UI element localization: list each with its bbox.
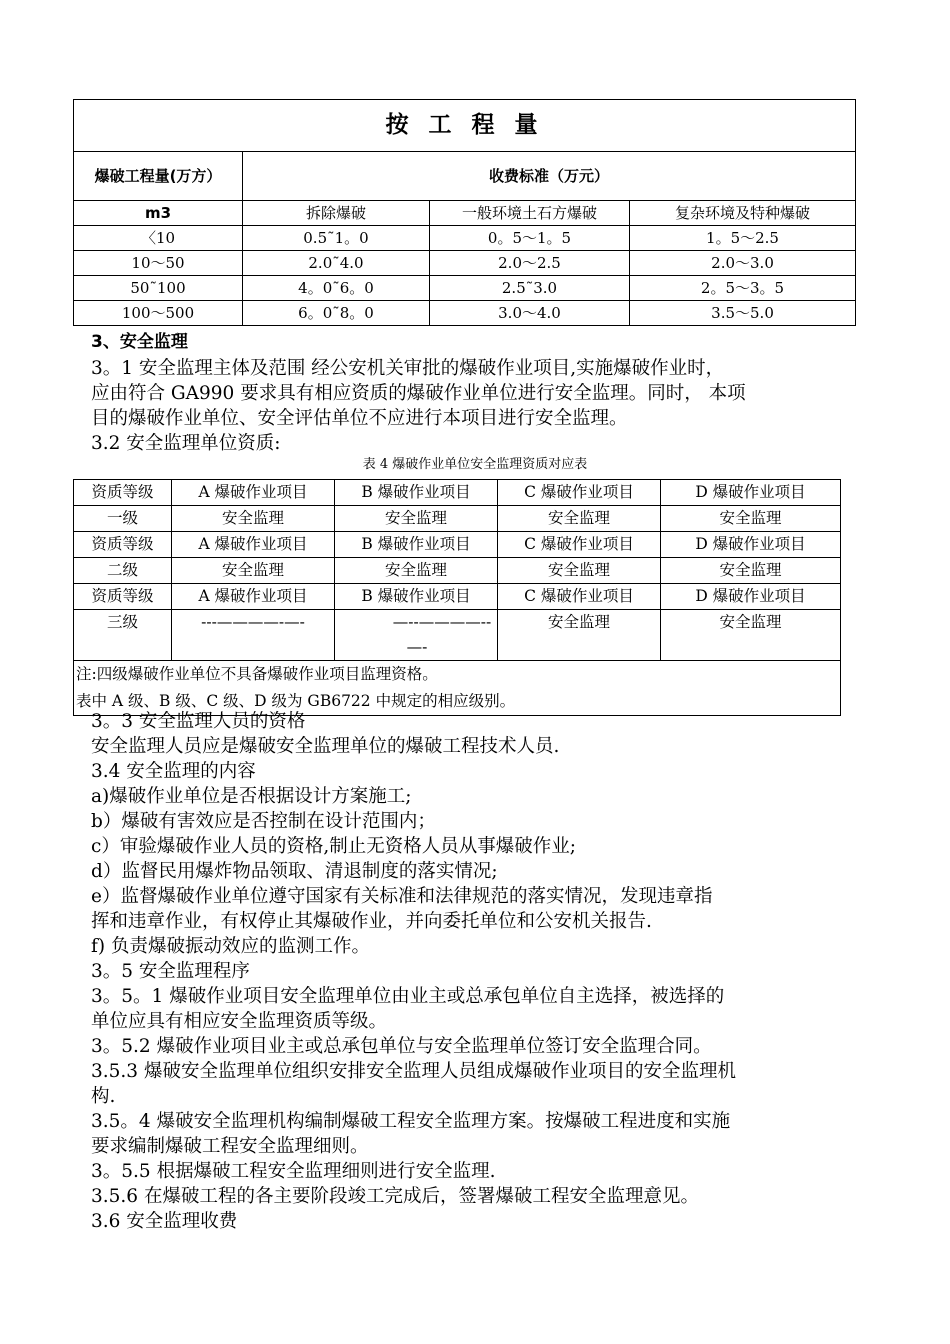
paragraph-line: 3.6 安全监理收费 [91,1211,238,1232]
table-cell: C 爆破作业项目 [498,584,661,610]
table-cell: 安全监理 [661,506,841,532]
table-caption: 表 4 爆破作业单位安全监理资质对应表 [362,457,588,472]
paragraph-line: 安全监理人员应是爆破安全监理单位的爆破工程技术人员. [91,736,560,757]
sub-header-general: 一般环境土石方爆破 [430,201,630,226]
paragraph-line: a)爆破作业单位是否根据设计方案施工; [91,786,412,807]
table-cell: ---————-—- [172,610,335,661]
table-cell: 安全监理 [498,610,661,661]
complex-cell: 2。5～3。5 [630,276,856,301]
table-row [74,661,841,716]
range-cell: 100～500 [74,301,243,326]
general-cell: 2.0～2.5 [430,251,630,276]
table-row [74,558,841,584]
table-cell [335,610,498,661]
table-row [74,251,856,276]
complex-cell: 3.5～5.0 [630,301,856,326]
table-cell: D 爆破作业项目 [661,584,841,610]
dash-line: —--————-- [392,613,492,631]
paragraph-line: c）审验爆破作业人员的资格,制止无资格人员从事爆破作业; [91,836,576,857]
table-cell: B 爆破作业项目 [335,532,498,558]
table-cell: 资质等级 [74,480,172,506]
table-cell: 安全监理 [661,610,841,661]
paragraph-line: e）监督爆破作业单位遵守国家有关标准和法律规范的落实情况，发现违章指 [91,886,713,907]
paragraph-line: 3.5.6 在爆破工程的各主要阶段竣工完成后，签署爆破工程安全监理意见。 [91,1186,699,1207]
table-row [74,480,841,506]
table-cell: C 爆破作业项目 [498,480,661,506]
paragraph-line: 3.5。4 爆破安全监理机构编制爆破工程安全监理方案。按爆破工程进度和实施 [91,1111,731,1132]
table-note [74,661,841,716]
range-cell: 10～50 [74,251,243,276]
table-row [74,276,856,301]
paragraph-line: 3。5.2 爆破作业项目业主或总承包单位与安全监理单位签订安全监理合同。 [91,1036,712,1057]
demolition-cell: 4。0˜6。0 [243,276,430,301]
table-cell: 三级 [74,610,172,661]
qualification-table [73,479,841,716]
paragraph-line: 3。5 安全监理程序 [91,961,250,982]
paragraph-line: 3。5。1 爆破作业项目安全监理单位由业主或总承包单位自主选择，被选择的 [91,986,725,1007]
table-cell: B 爆破作业项目 [335,480,498,506]
table-cell: A 爆破作业项目 [172,480,335,506]
section-heading: 3、安全监理 [91,332,188,352]
table-cell: 二级 [74,558,172,584]
note-line: 表中 A 级、B 级、C 级、D 级为 GB6722 中规定的相应级别。 [76,692,516,710]
table-cell: 安全监理 [335,558,498,584]
table-cell: C 爆破作业项目 [498,532,661,558]
table-row [74,532,841,558]
paragraph-line: 3.2 安全监理单位资质: [91,433,281,454]
table-cell: D 爆破作业项目 [661,480,841,506]
table-row [74,584,841,610]
table-cell: 资质等级 [74,532,172,558]
note-line: 注:四级爆破作业单位不具备爆破作业项目监理资格。 [76,665,438,683]
table-cell: 安全监理 [661,558,841,584]
sub-header-complex: 复杂环境及特种爆破 [630,201,856,226]
table-cell: 安全监理 [172,558,335,584]
general-cell: 2.5˜3.0 [430,276,630,301]
unit-label: m3 [74,201,243,226]
table-cell: A 爆破作业项目 [172,532,335,558]
table-cell: 安全监理 [498,558,661,584]
demolition-cell: 2.0˜4.0 [243,251,430,276]
sub-header-demolition: 拆除爆破 [243,201,430,226]
paragraph-line: 要求编制爆破工程安全监理细则。 [91,1136,369,1157]
paragraph-line: 目的爆破作业单位、安全评估单位不应进行本项目进行安全监理。 [91,408,628,429]
table-cell: A 爆破作业项目 [172,584,335,610]
table-row [74,226,856,251]
paragraph-line: 单位应具有相应安全监理资质等级。 [91,1011,388,1032]
table-cell: 安全监理 [498,506,661,532]
paragraph-line: 3.4 安全监理的内容 [91,761,256,782]
range-cell: 〈10 [74,226,243,251]
table-cell: 一级 [74,506,172,532]
demolition-cell: 6。0˜8。0 [243,301,430,326]
paragraph-line: 挥和违章作业，有权停止其爆破作业，并向委托单位和公安机关报告. [91,911,652,932]
general-cell: 3.0～4.0 [430,301,630,326]
paragraph-line: 3。3 安全监理人员的资格 [91,711,306,732]
table-cell: 安全监理 [172,506,335,532]
paragraph-line: 3.5.3 爆破安全监理单位组织安排安全监理人员组成爆破作业项目的安全监理机 [91,1061,736,1082]
dash-line: —- [406,638,428,656]
table-cell: 资质等级 [74,584,172,610]
fee-standard-table [73,99,856,326]
paragraph-line: f) 负责爆破振动效应的监测工作。 [91,936,370,957]
table-cell: D 爆破作业项目 [661,532,841,558]
demolition-cell: 0.5˜1。0 [243,226,430,251]
general-cell: 0。5～1。5 [430,226,630,251]
table-title: 按 工 程 量 [74,100,856,152]
paragraph-line: b）爆破有害效应是否控制在设计范围内； [91,811,436,832]
complex-cell: 2.0～3.0 [630,251,856,276]
quantity-header: 爆破工程量(万方） [74,152,243,201]
paragraph-line: 构. [91,1086,116,1107]
complex-cell: 1。5～2.5 [630,226,856,251]
paragraph-line: 3。1 安全监理主体及范围 经公安机关审批的爆破作业项目,实施爆破作业时， [91,358,725,379]
fee-header: 收费标准（万元） [243,152,856,201]
range-cell: 50˜100 [74,276,243,301]
table-cell: 安全监理 [335,506,498,532]
paragraph-line: d）监督民用爆炸物品领取、清退制度的落实情况; [91,861,498,882]
table-cell: B 爆破作业项目 [335,584,498,610]
table-row [74,301,856,326]
table-row [74,610,841,661]
paragraph-line: 应由符合 GA990 要求具有相应资质的爆破作业单位进行安全监理。同时， 本项 [91,383,746,404]
paragraph-line: 3。5.5 根据爆破工程安全监理细则进行安全监理. [91,1161,496,1182]
table-row [74,506,841,532]
